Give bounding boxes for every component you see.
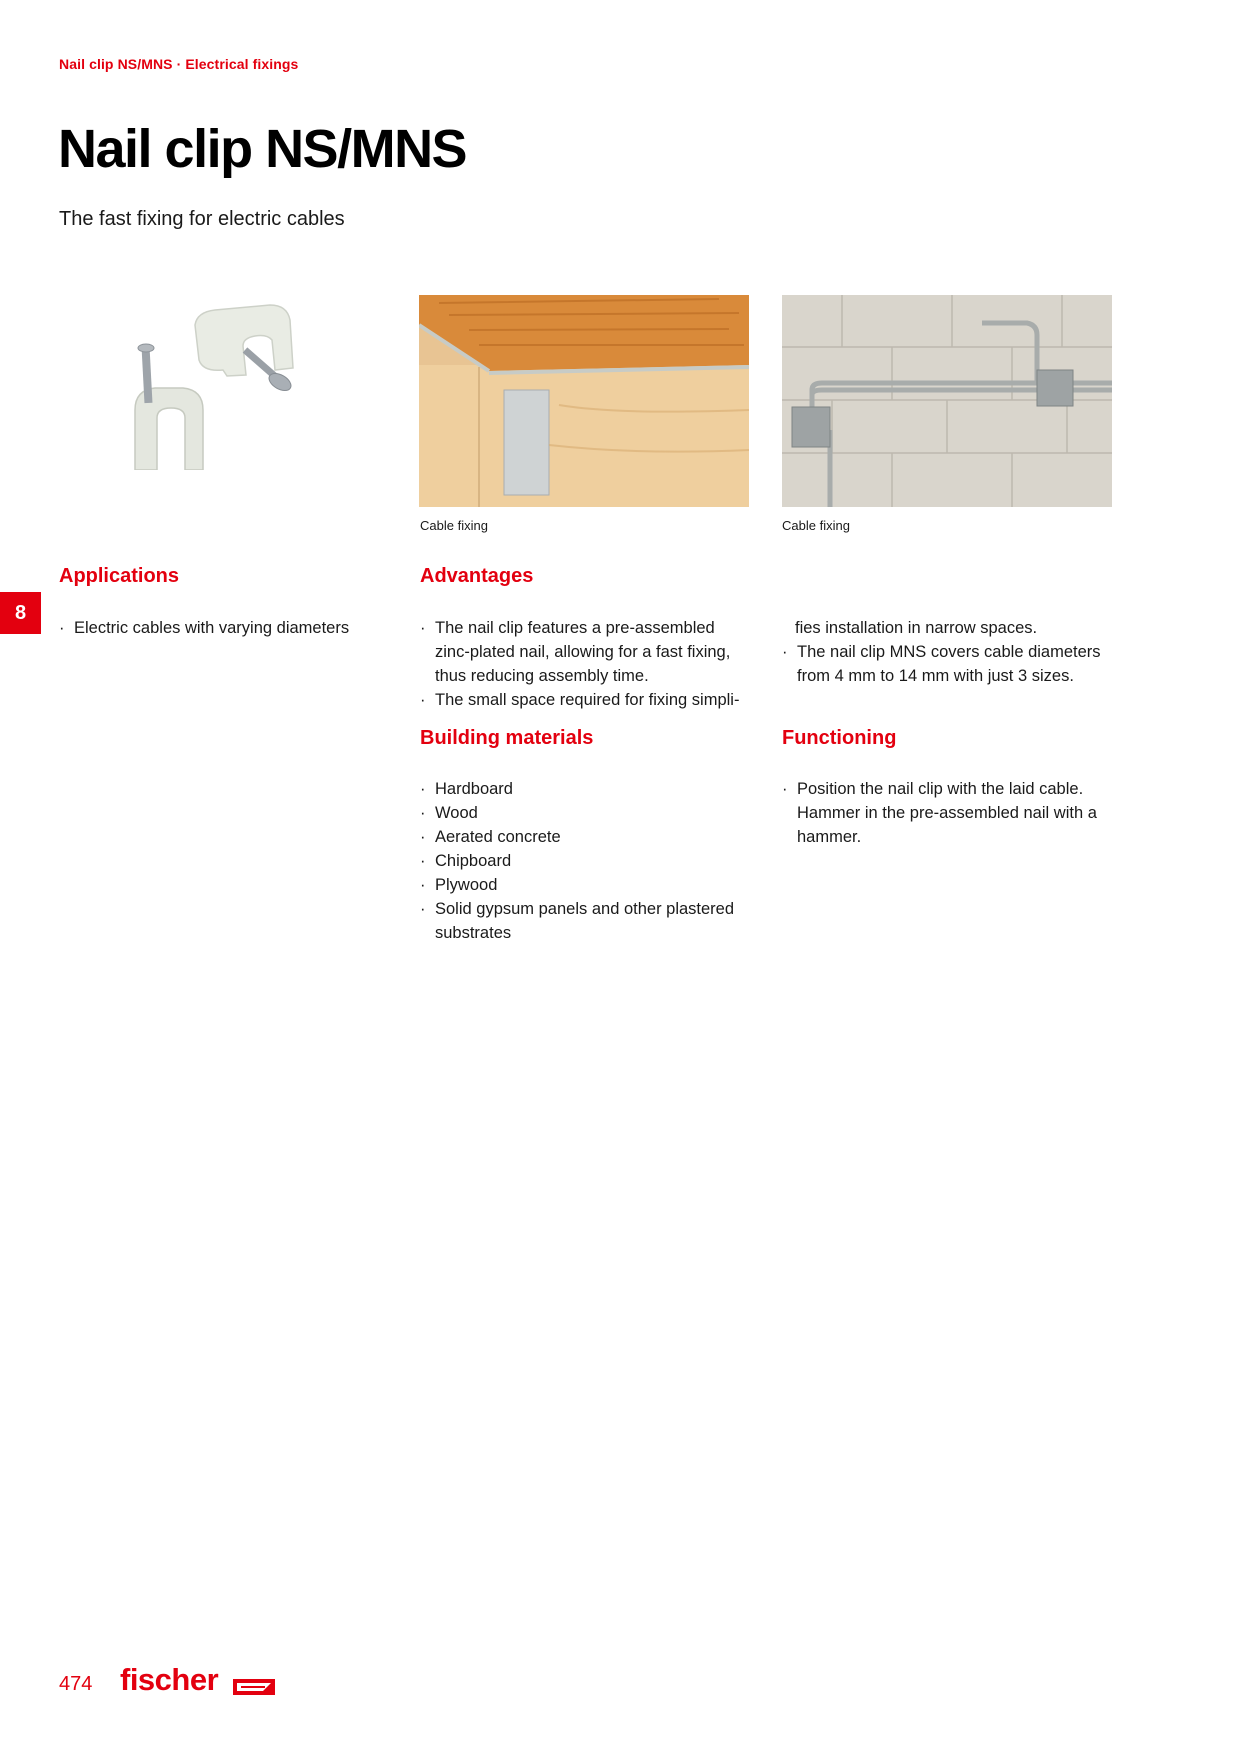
photo-caption-1: Cable fixing <box>420 518 488 533</box>
page-subtitle: The fast fixing for electric cables <box>59 208 345 230</box>
breadcrumb: Nail clip NS/MNS · Electrical fixings <box>59 56 299 72</box>
building-materials-list <box>420 777 750 945</box>
list-item: · Wood <box>420 804 478 822</box>
list-item: · The nail clip MNS covers cable diameters from 4 mm to 14 mm with just 3 sizes. <box>782 643 1101 685</box>
building-materials-heading: Building materials <box>420 727 594 749</box>
photo-caption-2: Cable fixing <box>782 518 850 533</box>
product-photo <box>115 300 345 470</box>
advantages-heading: Advantages <box>420 565 534 587</box>
brand-logo-text: fischer <box>120 1662 219 1697</box>
list-item: · Chipboard <box>420 852 512 870</box>
advantages-continuation: fies installation in narrow spaces. <box>795 619 1038 637</box>
page-number: 474 <box>59 1673 93 1695</box>
list-item: · Electric cables with varying diameters <box>59 619 350 637</box>
list-item: · Solid gypsum panels and other plastered substrates <box>420 900 735 942</box>
list-item: · Position the nail clip with the laid cable. Hammer in the pre-assembled nail with a hammer. <box>782 780 1097 846</box>
list-item: · The small space required for fixing simpli- <box>420 691 740 709</box>
list-item: · Hardboard <box>420 780 513 798</box>
applications-list <box>59 616 379 640</box>
list-item: · Aerated concrete <box>420 828 561 846</box>
advantages-list-col2 <box>782 640 1122 688</box>
cable-fixing-photo-wall <box>782 295 1112 507</box>
functioning-list <box>782 777 1112 849</box>
nail-clip-product-icon <box>115 300 345 470</box>
page-title: Nail clip NS/MNS <box>58 119 467 179</box>
cable-fixing-photo-wood <box>419 295 749 507</box>
advantages-list-col1 <box>420 616 750 712</box>
functioning-heading: Functioning <box>782 727 897 749</box>
list-item: · Plywood <box>420 876 498 894</box>
applications-heading: Applications <box>59 565 180 587</box>
fischer-logo-icon <box>233 1678 275 1701</box>
chapter-tab: 8 <box>0 592 41 634</box>
list-item: · The nail clip features a pre-assembled zinc-plated nail, allowing for a fast fixing, thus reducing assembly time. <box>420 619 731 685</box>
